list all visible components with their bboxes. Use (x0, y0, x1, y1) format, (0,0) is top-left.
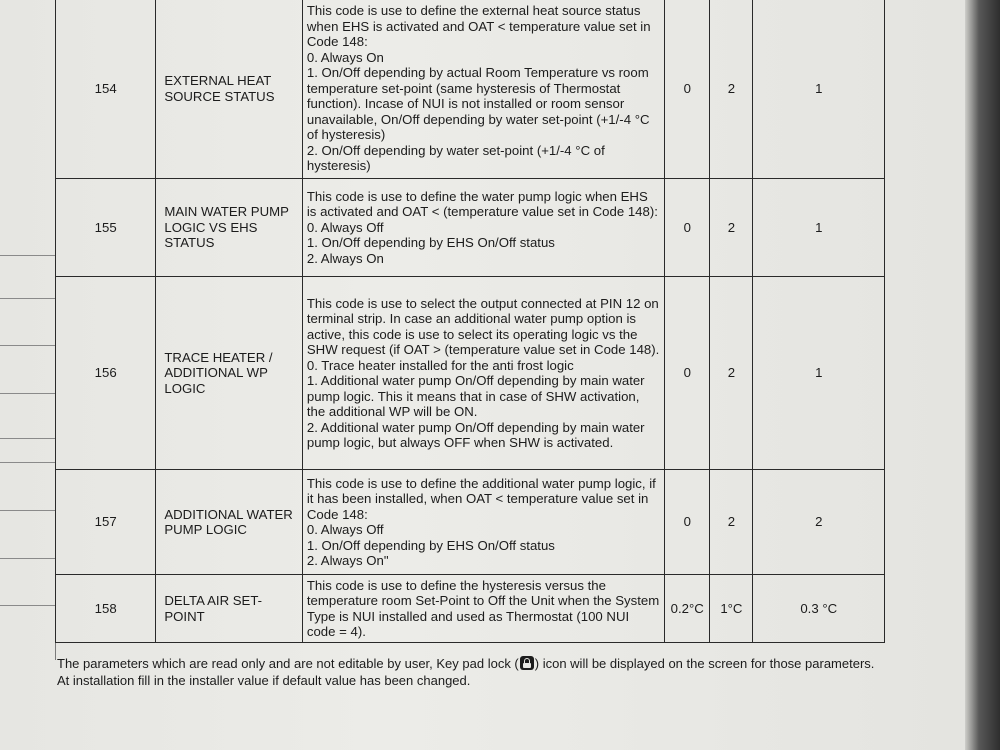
max-value-cell: 2 (710, 470, 753, 575)
installation-note: At installation fill in the installer value if default value has been changed. (57, 673, 471, 688)
description-line: 0. Always Off (306, 219, 384, 235)
min-value-cell: 0 (665, 179, 710, 277)
description-line: This code is use to select the output connected at PIN 12 on terminal strip. In case an additional water pump option is active, this code is use to select its operating logic vs the SHW request (if OAT > (temperature value set in Code 148). (306, 295, 660, 357)
description-line: 0. Always Off (306, 522, 384, 537)
min-value-cell: 0 (665, 0, 710, 179)
default-value-cell: 1 (753, 179, 885, 277)
code-cell: 155 (56, 179, 156, 277)
description-cell (302, 179, 664, 277)
description-line: 2. Additional water pump On/Off depending by main water pump logic, but always OFF when SHW is activated. (306, 419, 645, 450)
lock-icon (520, 656, 534, 670)
code-cell: 158 (56, 575, 156, 643)
table-row (56, 575, 885, 643)
name-cell: MAIN WATER PUMP LOGIC VS EHS STATUS (156, 179, 303, 277)
max-value-cell: 2 (710, 0, 753, 179)
footer-notes (57, 655, 887, 689)
code-cell: 157 (56, 470, 156, 575)
table-row (56, 277, 885, 470)
min-value-cell: 0.2°C (665, 575, 710, 643)
name-cell: ADDITIONAL WATER PUMP LOGIC (156, 470, 303, 575)
max-value-cell: 2 (710, 277, 753, 470)
table-row (56, 0, 885, 179)
table-surface (965, 0, 1000, 750)
description-cell (302, 277, 664, 470)
description-line: 2. Always On" (306, 553, 389, 568)
default-value-cell: 0.3 °C (753, 575, 885, 643)
min-value-cell: 0 (665, 277, 710, 470)
code-cell: 154 (56, 0, 156, 179)
description-line: 1. Additional water pump On/Off depending by main water pump logic. This it means that in case of SHW activation, the additional WP will be ON. (306, 373, 645, 419)
name-cell: EXTERNAL HEAT SOURCE STATUS (156, 0, 303, 179)
table-row (56, 470, 885, 575)
default-value-cell: 1 (753, 0, 885, 179)
description-line: This code is use to define the external heat source status when EHS is activated and OAT < temperature value set in Code 148: (306, 3, 651, 50)
code-cell: 156 (56, 277, 156, 470)
parameter-table (55, 0, 885, 643)
name-cell: DELTA AIR SET-POINT (156, 575, 303, 643)
description-line: 2. Always On (306, 250, 384, 266)
name-cell: TRACE HEATER / ADDITIONAL WP LOGIC (156, 277, 303, 470)
default-value-cell: 1 (753, 277, 885, 470)
description-line: 2. On/Off depending by water set-point (+1/-4 °C of hysteresis) (306, 142, 605, 174)
read-only-note: The parameters which are read only and are not editable by user, Key pad lock ( ) icon will be displayed on the screen for those parameters. (57, 656, 875, 671)
description-cell (302, 0, 664, 179)
default-value-cell: 2 (753, 470, 885, 575)
table-row (56, 179, 885, 277)
description-line: 0. Trace heater installed for the anti frost logic (306, 357, 574, 373)
description-line: This code is use to define the hysteresis versus the temperature room Set-Point to Off the Unit when the System Type is NUI installed and used as Thermostat (100 NUI code = 4). (306, 577, 660, 639)
description-line: This code is use to define the water pump logic when EHS is activated and OAT < (temperature value set in Code 148): (306, 188, 658, 220)
previous-page-edge (0, 0, 56, 660)
description-line: 1. On/Off depending by actual Room Temperature vs room temperature set-point (same hysteresis of Thermostat function). Incase of NUI is not installed or room sensor unavailable, On/Off depending by water set-point (+1/-4 °C of hysteresis) (306, 65, 650, 143)
description-line: 0. Always On (306, 49, 384, 65)
max-value-cell: 1°C (710, 575, 753, 643)
description-line: This code is use to define the additional water pump logic, if it has been installed, when OAT < temperature value set in Code 148: (306, 475, 656, 522)
description-cell (302, 470, 664, 575)
description-line: 1. On/Off depending by EHS On/Off status (306, 235, 555, 251)
description-line: 1. On/Off depending by EHS On/Off status (306, 537, 555, 553)
max-value-cell: 2 (710, 179, 753, 277)
description-cell (302, 575, 664, 643)
min-value-cell: 0 (665, 470, 710, 575)
